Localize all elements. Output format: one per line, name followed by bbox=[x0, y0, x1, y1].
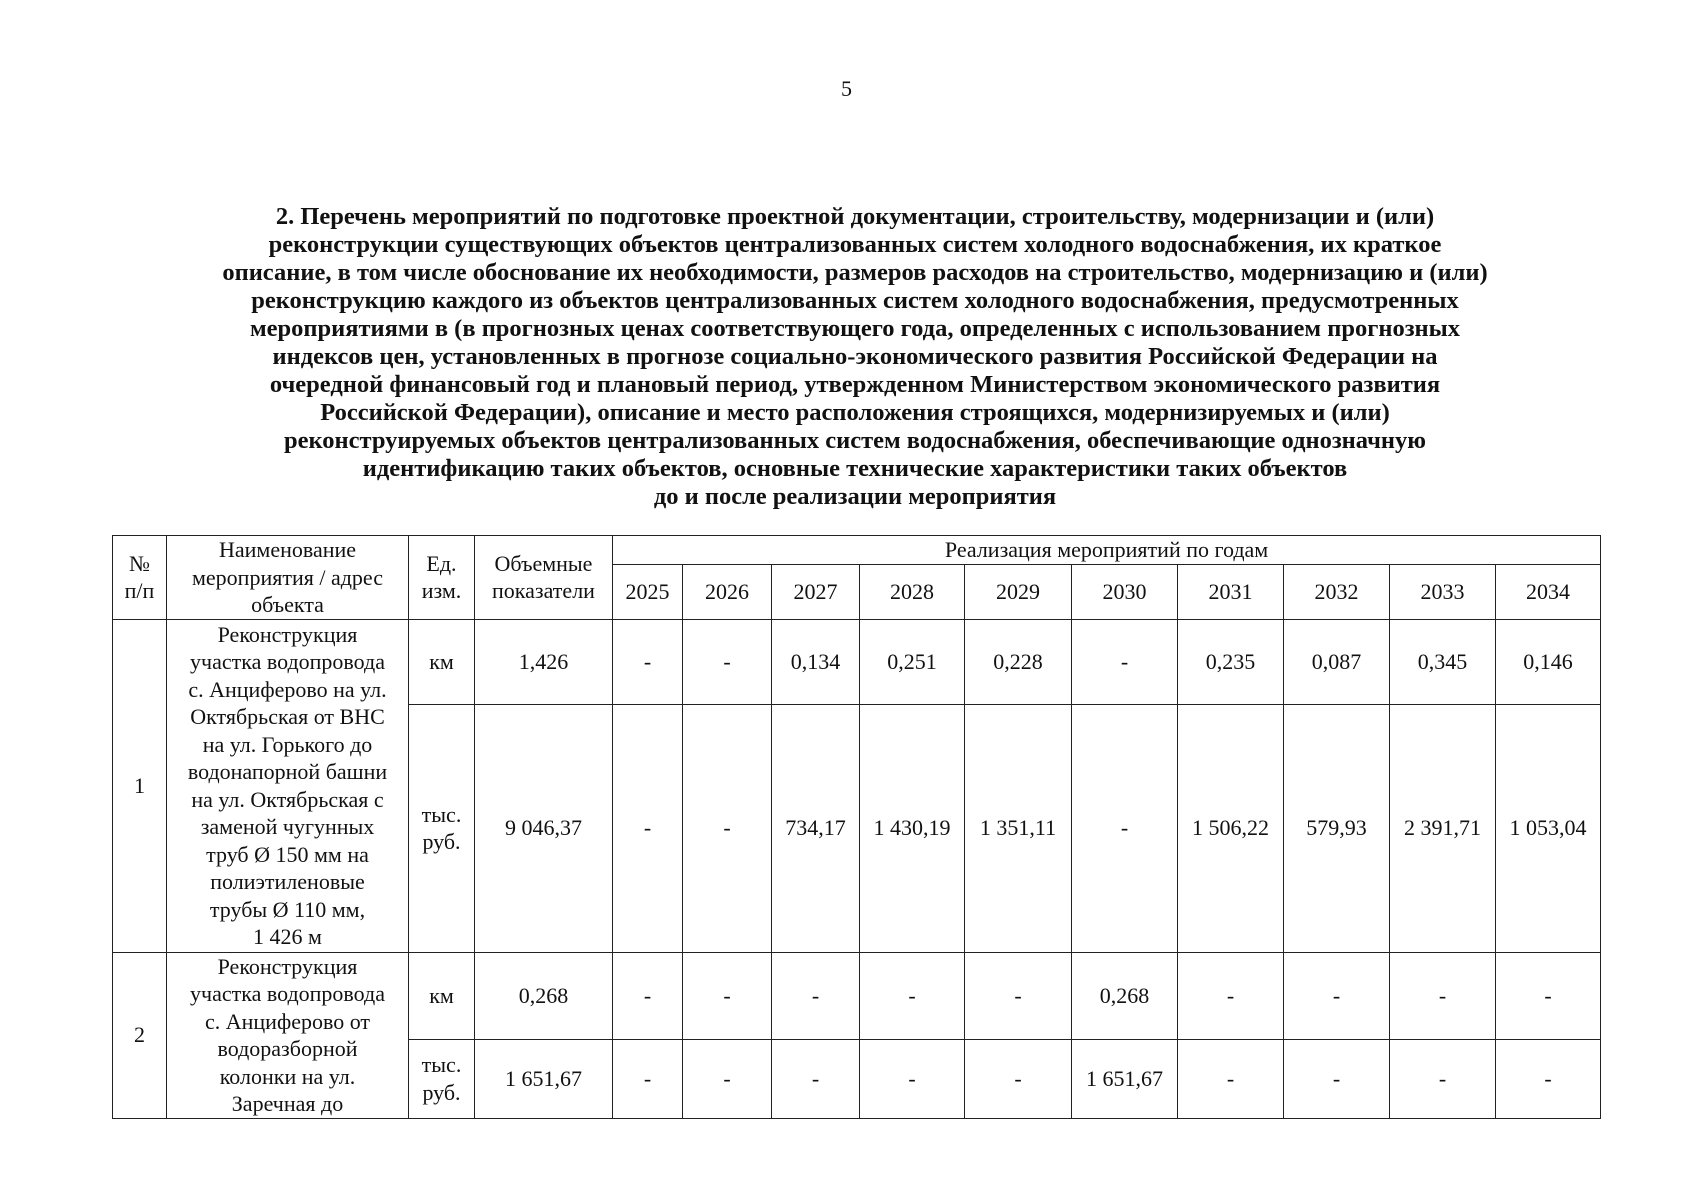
row-year-value: 0,251 bbox=[860, 619, 965, 704]
row-year-value: 2 391,71 bbox=[1390, 704, 1496, 952]
row-name-line: Заречная до bbox=[231, 1091, 344, 1116]
row-year-value: - bbox=[1284, 1039, 1390, 1118]
row-year-value: 0,228 bbox=[965, 619, 1072, 704]
row-unit bbox=[409, 619, 475, 704]
header-name-line: Наименование bbox=[218, 537, 357, 562]
row-name-line: 1 426 м bbox=[253, 924, 322, 949]
section-title-line: очередной финансовый год и плановый период, утвержденном Министерством экономического развития bbox=[269, 371, 1441, 398]
row-year-value: - bbox=[860, 1039, 965, 1118]
header-volume-line: Объемные bbox=[494, 550, 593, 576]
measures-table bbox=[112, 535, 1601, 1119]
row-name bbox=[167, 952, 409, 1118]
row-name-line: полиэтиленовые bbox=[210, 869, 365, 894]
section-title-line: описание, в том числе обоснование их необходимости, размеров расходов на строительство, модернизацию и (или) bbox=[222, 259, 1488, 286]
row-year-value: - bbox=[1072, 619, 1178, 704]
header-year: 2033 bbox=[1390, 564, 1496, 619]
row-year-value: - bbox=[683, 704, 772, 952]
row-year-value: 579,93 bbox=[1284, 704, 1390, 952]
header-name bbox=[167, 536, 409, 620]
row-name-line: на ул. Горького до bbox=[202, 731, 373, 757]
row-unit-line: руб. bbox=[422, 1079, 461, 1105]
row-name-line: трубы Ø 110 мм, bbox=[209, 896, 366, 922]
row-volume: 0,268 bbox=[475, 952, 613, 1039]
row-year-value: - bbox=[1390, 952, 1496, 1039]
row-name-line: водоразборной bbox=[217, 1036, 358, 1061]
row-year-value: - bbox=[613, 1039, 683, 1118]
row-year-value: - bbox=[613, 619, 683, 704]
row-number: 2 bbox=[113, 952, 167, 1118]
row-name-line: участка водопровода bbox=[190, 649, 385, 674]
row-unit-line: руб. bbox=[422, 829, 461, 854]
header-year: 2034 bbox=[1496, 564, 1601, 619]
header-volume bbox=[475, 536, 613, 620]
header-year: 2027 bbox=[772, 564, 860, 619]
row-year-value: - bbox=[965, 952, 1072, 1039]
header-num bbox=[113, 536, 167, 620]
row-year-value: 0,268 bbox=[1072, 952, 1178, 1039]
row-name-line: труб Ø 150 мм на bbox=[206, 841, 369, 867]
header-year: 2032 bbox=[1284, 564, 1390, 619]
row-name-line: с. Анциферово на ул. bbox=[188, 676, 387, 702]
header-name-line: мероприятия / адрес bbox=[191, 564, 383, 590]
row-year-value: - bbox=[1390, 1039, 1496, 1118]
row-year-value: 734,17 bbox=[772, 704, 860, 952]
row-unit bbox=[409, 704, 475, 952]
row-name-line: колонки на ул. bbox=[219, 1063, 356, 1089]
section-title-line: реконструкции существующих объектов централизованных систем холодного водоснабжения, их краткое bbox=[268, 231, 1442, 258]
row-unit-line: км bbox=[429, 982, 454, 1008]
header-unit bbox=[409, 536, 475, 620]
row-year-value: - bbox=[1178, 1039, 1284, 1118]
row-name-line: Реконструкция bbox=[217, 953, 358, 979]
row-year-value: - bbox=[683, 952, 772, 1039]
section-title-line: Российской Федерации), описание и место расположения строящихся, модернизируемых и (или) bbox=[320, 399, 1390, 426]
header-unit-line: изм. bbox=[421, 578, 462, 604]
row-name-line: заменой чугунных bbox=[200, 814, 375, 839]
row-volume: 1,426 bbox=[475, 619, 613, 704]
header-year: 2028 bbox=[860, 564, 965, 619]
row-year-value: 1 651,67 bbox=[1072, 1039, 1178, 1118]
row-year-value: - bbox=[1178, 952, 1284, 1039]
row-unit-line: тыс. bbox=[421, 1052, 462, 1078]
section-title-line: мероприятиями в (в прогнозных ценах соответствующего года, определенных с использованием прогнозных bbox=[249, 315, 1461, 342]
header-year: 2026 bbox=[683, 564, 772, 619]
row-name-line: участка водопровода bbox=[190, 981, 385, 1006]
table-row bbox=[113, 619, 1601, 704]
row-year-value: - bbox=[613, 952, 683, 1039]
row-unit bbox=[409, 1039, 475, 1118]
row-year-value: 1 430,19 bbox=[860, 704, 965, 952]
table-row bbox=[113, 952, 1601, 1039]
section-title-line: идентификацию таких объектов, основные технические характеристики таких объектов bbox=[362, 455, 1348, 482]
row-year-value: - bbox=[1496, 1039, 1601, 1118]
row-year-value: - bbox=[772, 1039, 860, 1118]
row-year-value: 1 351,11 bbox=[965, 704, 1072, 952]
row-year-value: 0,345 bbox=[1390, 619, 1496, 704]
row-number: 1 bbox=[113, 619, 167, 952]
header-year: 2025 bbox=[613, 564, 683, 619]
section-title-line: до и после реализации мероприятия bbox=[653, 483, 1057, 510]
row-volume: 9 046,37 bbox=[475, 704, 613, 952]
row-unit-line: тыс. bbox=[421, 801, 462, 827]
row-name bbox=[167, 619, 409, 952]
table-header-row bbox=[113, 536, 1601, 565]
header-num-line: № bbox=[129, 550, 150, 576]
page-number: 5 bbox=[841, 76, 852, 101]
row-year-value: - bbox=[683, 619, 772, 704]
row-unit bbox=[409, 952, 475, 1039]
row-year-value: - bbox=[1072, 704, 1178, 952]
row-year-value: - bbox=[1496, 952, 1601, 1039]
row-year-value: - bbox=[965, 1039, 1072, 1118]
header-year: 2029 bbox=[965, 564, 1072, 619]
header-unit-line: Ед. bbox=[426, 550, 457, 576]
header-year: 2031 bbox=[1178, 564, 1284, 619]
row-year-value: - bbox=[772, 952, 860, 1039]
row-unit-line: км bbox=[429, 648, 454, 674]
row-year-value: 0,235 bbox=[1178, 619, 1284, 704]
row-name-line: на ул. Октябрьская с bbox=[191, 786, 384, 812]
row-year-value: 0,134 bbox=[772, 619, 860, 704]
row-year-value: 1 506,22 bbox=[1178, 704, 1284, 952]
row-year-value: - bbox=[860, 952, 965, 1039]
row-volume: 1 651,67 bbox=[475, 1039, 613, 1118]
section-title-line: реконструкцию каждого из объектов централизованных систем холодного водоснабжения, предусмотренных bbox=[251, 287, 1459, 314]
row-year-value: 0,087 bbox=[1284, 619, 1390, 704]
row-name-line: Реконструкция bbox=[217, 621, 358, 647]
header-num-line: п/п bbox=[124, 578, 155, 604]
row-name-line: водонапорной башни bbox=[187, 759, 388, 784]
row-year-value: - bbox=[1284, 952, 1390, 1039]
row-year-value: 1 053,04 bbox=[1496, 704, 1601, 952]
row-name-line: Октябрьская от ВНС bbox=[190, 704, 385, 729]
header-name-line: объекта bbox=[251, 592, 324, 617]
row-year-value: - bbox=[683, 1039, 772, 1118]
header-year: 2030 bbox=[1072, 564, 1178, 619]
row-year-value: 0,146 bbox=[1496, 619, 1601, 704]
header-years-group: Реализация мероприятий по годам bbox=[613, 536, 1601, 565]
section-title-line: индексов цен, установленных в прогнозе социально-экономического развития Российской Федерации на bbox=[272, 343, 1438, 370]
section-title bbox=[115, 203, 1595, 511]
row-name-line: с. Анциферово от bbox=[204, 1008, 371, 1034]
section-title-line: реконструируемых объектов централизованных систем водоснабжения, обеспечивающие однозначную bbox=[284, 427, 1426, 454]
header-volume-line: показатели bbox=[492, 578, 595, 604]
row-year-value: - bbox=[613, 704, 683, 952]
section-title-line: 2. Перечень мероприятий по подготовке проектной документации, строительству, модернизации и (или) bbox=[275, 203, 1435, 230]
